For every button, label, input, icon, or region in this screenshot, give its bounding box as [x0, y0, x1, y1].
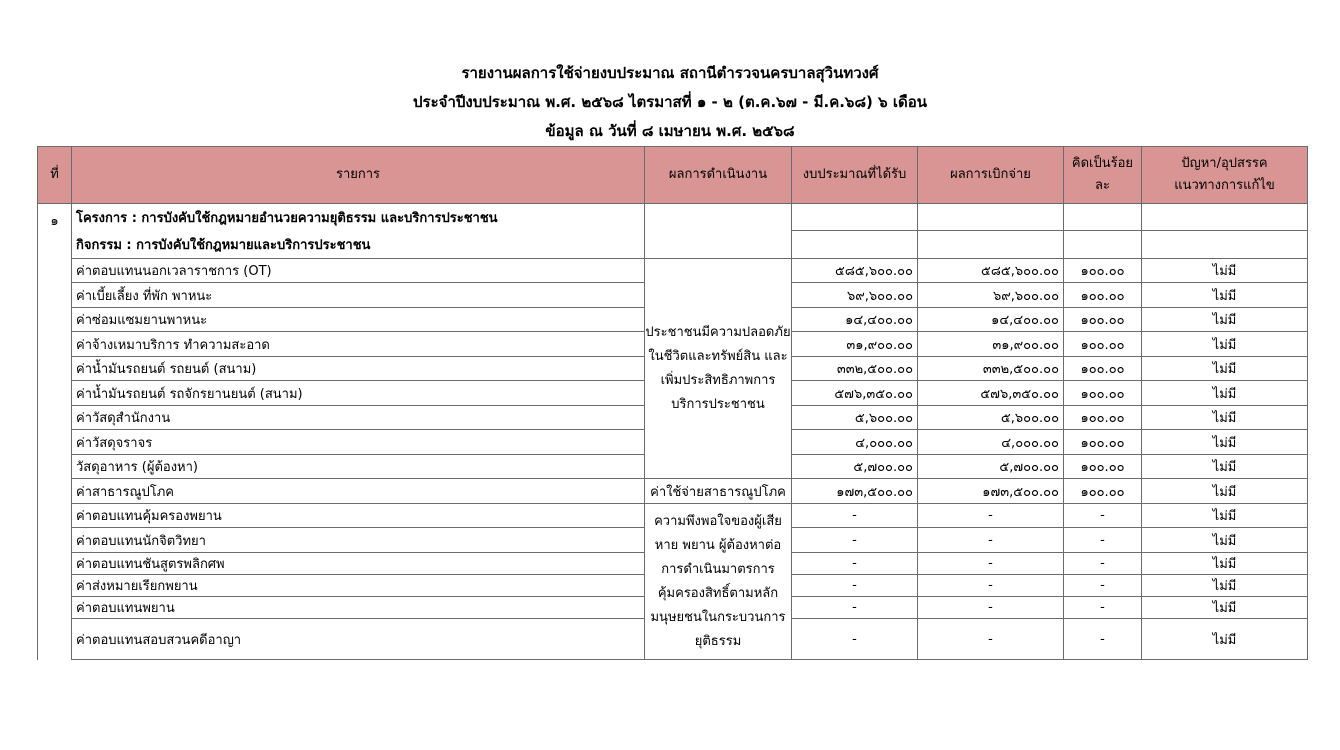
row-issue: ไม่มี: [1142, 430, 1308, 455]
header-item: รายการ: [72, 147, 645, 204]
row-issue: ไม่มี: [1142, 575, 1308, 597]
row-percent: ๑๐๐.๐๐: [1064, 283, 1142, 308]
group2-result: ค่าใช้จ่ายสาธารณูปโภค: [645, 479, 792, 504]
row-disbursed: -: [918, 553, 1064, 575]
empty-cell: [792, 231, 918, 259]
row-disbursed: ๑๔,๔๐๐.๐๐: [918, 308, 1064, 332]
row-issue: ไม่มี: [1142, 553, 1308, 575]
row-item: วัสดุอาหาร (ผู้ต้องหา): [72, 455, 645, 479]
row-percent: -: [1064, 575, 1142, 597]
row-disbursed: ๕,๖๐๐.๐๐: [918, 406, 1064, 430]
empty-cell: [1064, 204, 1142, 231]
row-budget: -: [792, 619, 918, 660]
row-issue: ไม่มี: [1142, 597, 1308, 619]
activity-name: กิจกรรม : การบังคับใช้กฎหมายและบริการประชาชน: [72, 231, 645, 259]
row-disbursed: ๕๗๖,๓๕๐.๐๐: [918, 381, 1064, 406]
empty-cell: [1142, 231, 1308, 259]
row-item: ค่าสาธารณูปโภค: [72, 479, 645, 504]
header-percent-line2: ละ: [1095, 178, 1110, 193]
row-budget: ๔,๐๐๐.๐๐: [792, 430, 918, 455]
header-issue-line1: ปัญหา/อุปสรรค: [1181, 156, 1268, 171]
row-budget: ๕๗๖,๓๕๐.๐๐: [792, 381, 918, 406]
row-item: ค่าน้ำมันรถยนต์ รถยนต์ (สนาม): [72, 357, 645, 381]
row-disbursed: ๕๘๕,๖๐๐.๐๐: [918, 259, 1064, 283]
row-item: ค่าจ้างเหมาบริการ ทำความสะอาด: [72, 332, 645, 357]
empty-cell: [1064, 231, 1142, 259]
section-number: ๑: [38, 204, 72, 660]
empty-cell: [918, 231, 1064, 259]
row-disbursed: ๕,๗๐๐.๐๐: [918, 455, 1064, 479]
row-percent: ๑๐๐.๐๐: [1064, 479, 1142, 504]
row-item: ค่าเบี้ยเลี้ยง ที่พัก พาหนะ: [72, 283, 645, 308]
header-budget: งบประมาณที่ได้รับ: [792, 147, 918, 204]
empty-cell: [918, 204, 1064, 231]
row-percent: ๑๐๐.๐๐: [1064, 430, 1142, 455]
project-row: [38, 204, 1308, 231]
row-issue: ไม่มี: [1142, 479, 1308, 504]
row-item: ค่าวัสดุจราจร: [72, 430, 645, 455]
row-percent: -: [1064, 504, 1142, 528]
table-row: [38, 479, 1308, 504]
header-percent-line1: คิดเป็นร้อย: [1071, 156, 1134, 171]
row-item: ค่าส่งหมายเรียกพยาน: [72, 575, 645, 597]
row-item: ค่าซ่อมแซมยานพาหนะ: [72, 308, 645, 332]
row-budget: ๕,๖๐๐.๐๐: [792, 406, 918, 430]
budget-report-table: [37, 146, 1308, 660]
row-issue: ไม่มี: [1142, 381, 1308, 406]
row-budget: ๓๑,๙๐๐.๐๐: [792, 332, 918, 357]
empty-cell: [792, 204, 918, 231]
row-budget: ๕๘๕,๖๐๐.๐๐: [792, 259, 918, 283]
group3-result: ความพึงพอใจของผู้เสียหาย พยาน ผู้ต้องหาต่อการดำเนินมาตรการ คุ้มครองสิทธิ์ตามหลักมนุษยชนในกระบวนการยุติธรรม: [645, 504, 792, 660]
row-disbursed: -: [918, 504, 1064, 528]
row-issue: ไม่มี: [1142, 406, 1308, 430]
group1-result: ประชาชนมีความปลอดภัย ในชีวิตและทรัพย์สิน และเพิ่มประสิทธิภาพการบริการประชาชน: [645, 259, 792, 479]
row-disbursed: ๓๑,๙๐๐.๐๐: [918, 332, 1064, 357]
header-issue-line2: แนวทางการแก้ไข: [1174, 178, 1275, 193]
row-item: ค่าตอบแทนนักจิตวิทยา: [72, 528, 645, 553]
row-percent: -: [1064, 528, 1142, 553]
table-row: [38, 504, 1308, 528]
row-issue: ไม่มี: [1142, 308, 1308, 332]
row-percent: -: [1064, 619, 1142, 660]
row-budget: ๑๔,๔๐๐.๐๐: [792, 308, 918, 332]
row-budget: ๖๙,๖๐๐.๐๐: [792, 283, 918, 308]
row-percent: ๑๐๐.๐๐: [1064, 381, 1142, 406]
row-issue: ไม่มี: [1142, 357, 1308, 381]
row-percent: ๑๐๐.๐๐: [1064, 406, 1142, 430]
header-disbursed: ผลการเบิกจ่าย: [918, 147, 1064, 204]
header-row: [38, 147, 1308, 204]
row-issue: ไม่มี: [1142, 455, 1308, 479]
row-percent: ๑๐๐.๐๐: [1064, 332, 1142, 357]
row-percent: ๑๐๐.๐๐: [1064, 455, 1142, 479]
row-budget: -: [792, 528, 918, 553]
row-budget: ๓๓๒,๕๐๐.๐๐: [792, 357, 918, 381]
row-disbursed: -: [918, 597, 1064, 619]
row-item: ค่าตอบแทนนอกเวลาราชการ (OT): [72, 259, 645, 283]
row-budget: -: [792, 575, 918, 597]
row-item: ค่าตอบแทนสอบสวนคดีอาญา: [72, 619, 645, 660]
row-disbursed: ๑๗๓,๕๐๐.๐๐: [918, 479, 1064, 504]
row-percent: -: [1064, 597, 1142, 619]
row-item: ค่าน้ำมันรถยนต์ รถจักรยานยนต์ (สนาม): [72, 381, 645, 406]
row-disbursed: -: [918, 528, 1064, 553]
row-issue: ไม่มี: [1142, 504, 1308, 528]
header-issue: [1142, 147, 1308, 204]
header-result: ผลการดำเนินงาน: [645, 147, 792, 204]
row-issue: ไม่มี: [1142, 528, 1308, 553]
empty-cell: [1142, 204, 1308, 231]
row-budget: ๕,๗๐๐.๐๐: [792, 455, 918, 479]
row-item: ค่าตอบแทนคุ้มครองพยาน: [72, 504, 645, 528]
row-percent: ๑๐๐.๐๐: [1064, 259, 1142, 283]
row-disbursed: -: [918, 575, 1064, 597]
row-percent: ๑๐๐.๐๐: [1064, 308, 1142, 332]
row-budget: ๑๗๓,๕๐๐.๐๐: [792, 479, 918, 504]
project-result-cell: [645, 204, 792, 259]
row-disbursed: ๓๓๒,๕๐๐.๐๐: [918, 357, 1064, 381]
row-issue: ไม่มี: [1142, 619, 1308, 660]
row-issue: ไม่มี: [1142, 259, 1308, 283]
row-disbursed: ๔,๐๐๐.๐๐: [918, 430, 1064, 455]
table-row: [38, 259, 1308, 283]
header-no: ที่: [38, 147, 72, 204]
row-disbursed: -: [918, 619, 1064, 660]
row-percent: ๑๐๐.๐๐: [1064, 357, 1142, 381]
report-title: รายงานผลการใช้จ่ายงบประมาณ สถานีตำรวจนครบาลสุวินทวงศ์: [461, 64, 879, 82]
row-issue: ไม่มี: [1142, 332, 1308, 357]
header-percent: [1064, 147, 1142, 204]
row-issue: ไม่มี: [1142, 283, 1308, 308]
row-budget: -: [792, 504, 918, 528]
report-data-date: ข้อมูล ณ วันที่ ๘ เมษายน พ.ศ. ๒๕๖๘: [545, 122, 795, 140]
row-item: ค่าตอบแทนชันสูตรพลิกศพ: [72, 553, 645, 575]
row-item: ค่าตอบแทนพยาน: [72, 597, 645, 619]
row-budget: -: [792, 553, 918, 575]
row-disbursed: ๖๙,๖๐๐.๐๐: [918, 283, 1064, 308]
row-budget: -: [792, 597, 918, 619]
project-name: โครงการ : การบังคับใช้กฎหมายอำนวยความยุติธรรม และบริการประชาชน: [72, 204, 645, 231]
report-fiscal-period: ประจำปีงบประมาณ พ.ศ. ๒๕๖๘ ไตรมาสที่ ๑ - ๒ (ต.ค.๖๗ - มี.ค.๖๘) ๖ เดือน: [413, 93, 927, 111]
row-percent: -: [1064, 553, 1142, 575]
row-item: ค่าวัสดุสำนักงาน: [72, 406, 645, 430]
